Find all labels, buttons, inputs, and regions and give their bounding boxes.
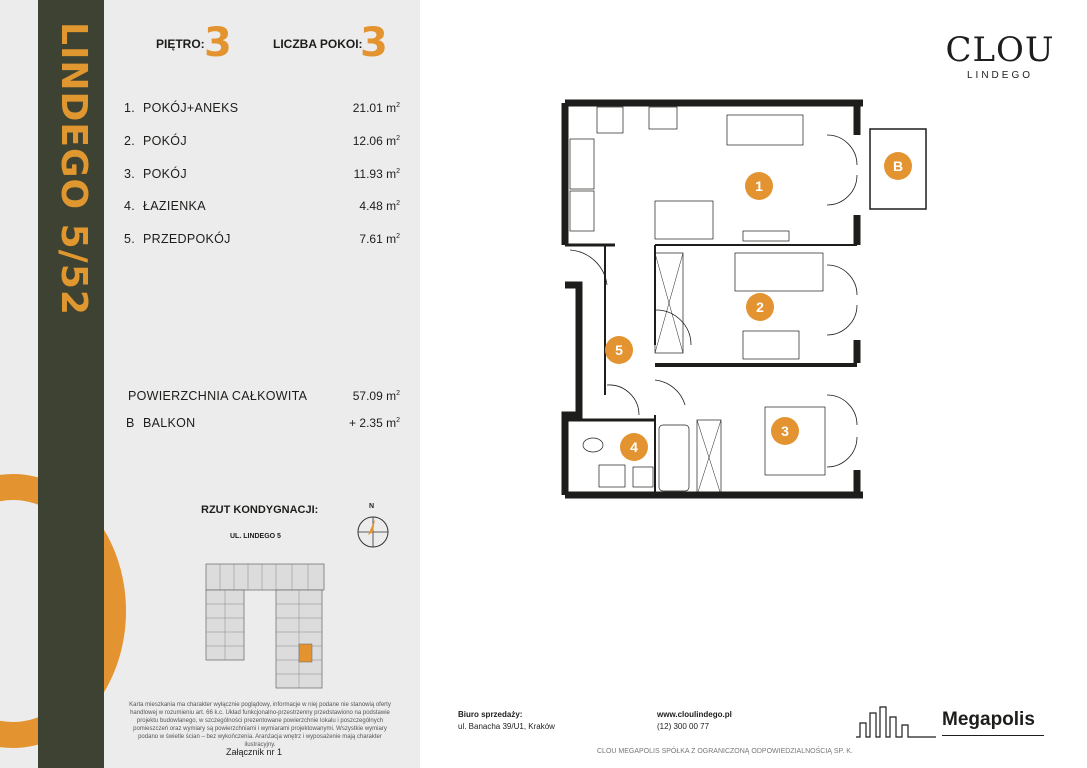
floor-label: PIĘTRO: (156, 37, 205, 51)
floor-value: 3 (204, 20, 232, 66)
room-number: 1. (124, 101, 136, 115)
developer-logo: Megapolis (942, 709, 1035, 730)
room-name: PRZEDPOKÓJ (143, 232, 231, 246)
room-marker: 1 (745, 172, 773, 200)
room-name: POKÓJ (143, 134, 187, 148)
room-area: 11.93 $m^2$ (353, 167, 400, 181)
room-number: 3. (124, 167, 136, 181)
room-marker: 4 (620, 433, 648, 461)
room-row (124, 101, 238, 115)
room-name: POKÓJ (143, 167, 187, 181)
room-number: 4. (124, 199, 136, 213)
floor-plan (545, 95, 945, 505)
office-address: ul. Banacha 39/U1, Kraków (458, 722, 555, 731)
balcony-area: + 2.35 $m^2$ (349, 416, 400, 430)
skyline-icon (856, 703, 936, 739)
rooms-label: LICZBA POKOI: (273, 37, 363, 51)
north-label: N (369, 503, 375, 510)
info-panel (0, 0, 420, 768)
street-label: UL. LINDEGO 5 (230, 533, 281, 540)
phone-number: (12) 300 00 77 (657, 722, 710, 731)
room-marker: 2 (746, 293, 774, 321)
attachment-label: Załącznik nr 1 (226, 747, 283, 757)
total-area: 57.09 $m^2$ (352, 389, 400, 403)
company-name: CLOU MEGAPOLIS SPÓŁKA Z OGRANICZONĄ ODPOWIEDZIALNOŚCIĄ SP. K. (597, 748, 853, 755)
balcony-marker: B (884, 152, 912, 180)
room-row (124, 167, 187, 181)
apartment-title: LINDEGO 5/52 (53, 22, 94, 316)
office-label: Biuro sprzedaży: (458, 710, 523, 719)
website-link[interactable]: www.cloulindego.pl (657, 710, 732, 719)
logo-brand: CLOU (945, 30, 1055, 70)
rooms-value: 3 (360, 20, 388, 66)
room-name: POKÓJ+ANEKS (143, 101, 239, 115)
room-row (124, 199, 206, 213)
logo-underline (942, 735, 1044, 736)
balcony-label: BALKON (143, 416, 196, 430)
total-label: POWIERZCHNIA CAŁKOWITA (128, 389, 308, 403)
disclaimer: Karta mieszkania ma charakter wyłącznie poglądowy, informacje w niej podane nie stanowią oferty handlowej w rozumieniu art. 66 k.c. Układ funkcjonalno-przestrzenny przedstawiono na podstawie projektu budowlanego, w szczególności prezentowane powierzchnie lokalu i poszczególnych pomieszczeń oraz wymiary są powierzchniami i wymiarami projektowanymi. Wszystkie wymiary podano w świetle ścian – bez wykończenia. Aranżacja wnętrz i wyposażenie mają charakter ilustracyjny. (129, 702, 391, 748)
room-area: 12.06 $m^2$ (352, 134, 400, 148)
clou-logo (945, 30, 1055, 81)
compass-icon (356, 503, 390, 551)
key-plan-map (200, 558, 330, 692)
room-marker: 3 (771, 417, 799, 445)
room-marker: 5 (605, 336, 633, 364)
balcony-code: B (126, 416, 135, 430)
logo-sub: LINDEGO (966, 70, 1033, 81)
room-area: 4.48 $m^2$ (359, 199, 400, 213)
room-number: 5. (124, 232, 136, 246)
room-area: 7.61 $m^2$ (359, 232, 400, 246)
room-number: 2. (124, 134, 136, 148)
room-area: 21.01 $m^2$ (352, 101, 400, 115)
floor-plan-title: RZUT KONDYGNACJI: (201, 504, 319, 516)
floor-plan-drawing (545, 95, 945, 505)
room-row (124, 134, 187, 148)
room-name: ŁAZIENKA (143, 199, 206, 213)
room-row (124, 232, 231, 246)
